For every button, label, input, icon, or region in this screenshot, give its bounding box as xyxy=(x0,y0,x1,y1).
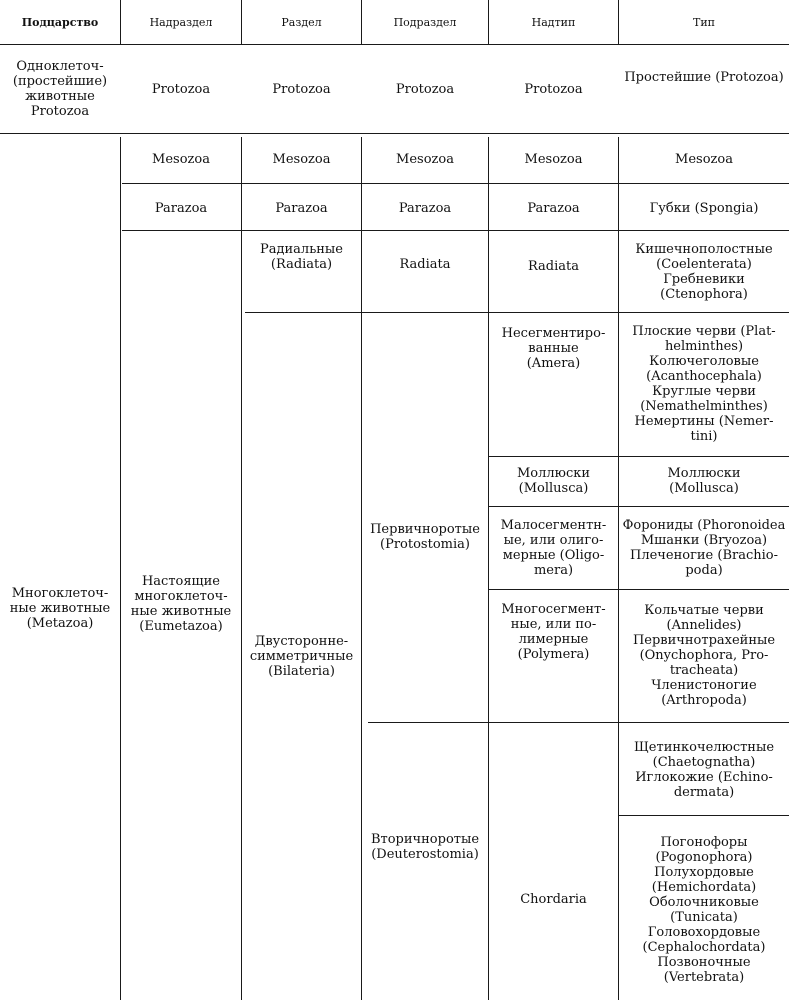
header-nadrazdel: Надраздел xyxy=(149,15,213,29)
cell-deuterostomia: Вторичноротые (Deuterostomia) xyxy=(370,832,480,862)
header-razdel: Раздел xyxy=(281,15,322,29)
cell-parazoa-nadtip: Parazoa xyxy=(527,200,580,216)
cell-parazoa-nadrazdel: Parazoa xyxy=(154,200,208,216)
protozoa-row-rule xyxy=(0,133,789,134)
cell-deut-tip-1: Щетинкочелюстные (Chaetognatha) Иглокожие (Echino- dermata) xyxy=(633,740,775,800)
protostomia-rule xyxy=(368,722,789,723)
cell-metazoa: Многоклеточ- ные животные (Metazoa) xyxy=(9,585,111,631)
cell-protozoa-podcarstvo: Одноклеточ- (простейшие) животные Protozoa xyxy=(12,59,108,119)
cell-parazoa-tip: Губки (Spongia) xyxy=(649,200,759,216)
cell-protozoa-podrazdel: Protozoa xyxy=(395,81,455,97)
cell-radiata-razdel: Радиальные (Radiata) xyxy=(260,242,343,272)
header-podcarstvo: Подцарство xyxy=(21,15,99,29)
cell-deut-tip-2: Погонофоры (Pogonophora) Полухордовые (Hemichordata) Оболочниковые (Tunicata) Головохордовые (Cephalochordata) Позвоночные (Vertebrata) xyxy=(642,835,766,985)
cell-protozoa-nadtip: Protozoa xyxy=(524,81,583,97)
cell-mesozoa-tip: Mesozoa xyxy=(675,151,733,167)
cell-radiata-nadtip: Radiata xyxy=(527,258,580,274)
header-tip: Тип xyxy=(693,15,715,29)
cell-mesozoa-podrazdel: Mesozoa xyxy=(396,151,454,167)
cell-parazoa-podrazdel: Parazoa xyxy=(398,200,452,216)
mesozoa-row-rule xyxy=(122,183,789,184)
header-nadtip: Надтип xyxy=(531,15,576,29)
cell-protozoa-razdel: Protozoa xyxy=(272,81,331,97)
col-divider-1 xyxy=(120,137,121,1000)
cell-amera-tip: Плоские черви (Plat- helminthes) Колючеголовые (Acanthocephala) Круглые черви (Nemathelminthes) Немертины (Nemer- tini) xyxy=(632,324,776,444)
cell-oligomera-tip: Форониды (Phoronoidea Мшанки (Bryozoa) Плеченогие (Brachio- poda) xyxy=(622,518,786,578)
cell-bilateria: Двусторонне- симметричные (Bilateria) xyxy=(249,633,354,679)
radiata-row-rule xyxy=(245,312,789,313)
cell-polymera-nadtip: Многосегмент- ные, или по- лимерные (Polymera) xyxy=(501,602,606,662)
cell-radiata-podrazdel: Radiata xyxy=(399,256,451,272)
cell-mesozoa-nadtip: Mesozoa xyxy=(524,151,583,167)
cell-protozoa-tip: Простейшие (Protozoa) xyxy=(624,70,784,85)
mollusca-row-rule xyxy=(489,506,789,507)
cell-protozoa-nadrazdel: Protozoa xyxy=(151,81,211,97)
cell-mesozoa-razdel: Mesozoa xyxy=(272,151,331,167)
cell-parazoa-razdel: Parazoa xyxy=(275,200,328,216)
cell-chordaria: Chordaria xyxy=(520,891,587,907)
cell-oligomera-nadtip: Малосегментн- ые, или олиго- мерные (Oligo- mera) xyxy=(500,518,607,578)
cell-mesozoa-nadrazdel: Mesozoa xyxy=(152,151,210,167)
parazoa-row-rule xyxy=(122,230,789,231)
cell-mollusca-tip: Моллюски (Mollusca) xyxy=(667,466,741,496)
cell-amera-nadtip: Несегментиро- ванные (Amera) xyxy=(501,325,606,371)
deut-tip-rule xyxy=(618,815,789,816)
header-rule xyxy=(0,44,789,45)
header-podrazdel: Подраздел xyxy=(393,15,457,29)
cell-eumetazoa: Настоящие многоклеточ- ные животные (Eumetazoa) xyxy=(130,574,232,634)
oligomera-row-rule xyxy=(489,589,789,590)
amera-row-rule xyxy=(489,456,789,457)
cell-radiata-tip: Кишечнополостные (Coelenterata) Гребневики (Ctenophora) xyxy=(635,242,773,302)
cell-mollusca-nadtip: Моллюски (Mollusca) xyxy=(516,466,591,496)
cell-polymera-tip: Кольчатые черви (Annelides) Первичнотрахейные (Onychophora, Pro- tracheata) Членистоногие (Arthropoda) xyxy=(632,602,776,708)
cell-protostomia: Первичноротые (Protostomia) xyxy=(370,522,480,552)
